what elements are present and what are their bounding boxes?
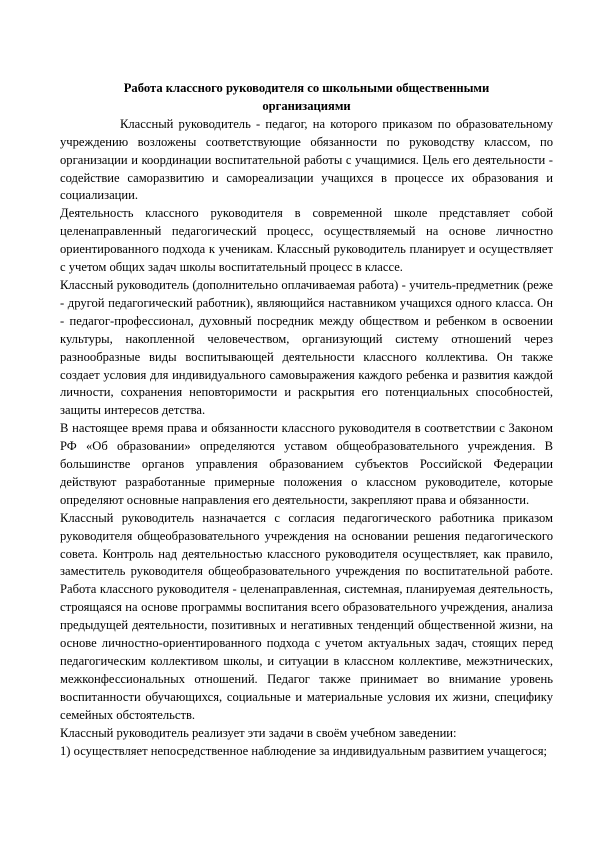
paragraph-1: Классный руководитель - педагог, на которого приказом по образовательному учреждению возложены соответствующие обязанности по руководству классом, по организации и координации воспитательной работы с учащимися. Цель его деятельности - содействие саморазвитию и самореализации учащихся в процессе их образования и социализации. bbox=[60, 116, 553, 203]
document-page bbox=[60, 80, 553, 760]
paragraph-3: Классный руководитель (дополнительно оплачиваемая работа) - учитель-предметник (реже - другой педагогический работник), являющийся наставником учащихся одного класса. Он - педагог-профессионал, духовный посредник между обществом и ребенком в освоении культуры, накопленной человечеством, организующий систему отношений через разнообразные виды воспитывающей деятельности классного коллектива. Он также создает условия для индивидуального самовыражения каждого ребенка и развития каждой личности, сохранения неповторимости и раскрытия его потенциальных способностей, защиты интересов детства. bbox=[60, 277, 553, 418]
document-title: Работа классного руководителя со школьными общественными организациями bbox=[123, 81, 490, 113]
paragraph-7: 1) осуществляет непосредственное наблюдение за индивидуальным развитием учащегося; bbox=[60, 743, 548, 758]
paragraph-6: Классный руководитель реализует эти задачи в своём учебном заведении: bbox=[60, 725, 457, 740]
paragraph-4: В настоящее время права и обязанности классного руководителя в соответствии с Законом РФ «Об образовании» определяются уставом общеобразовательного учреждения. В большинстве органов управления образованием субъектов Российской Федерации действуют разработанные примерные положения о классном руководителе, которые определяют основные направления его деятельности, закрепляют права и обязанности. bbox=[60, 421, 553, 507]
paragraph-5: Классный руководитель назначается с согласия педагогического работника приказом руководителя общеобразовательного учреждения на основании решения педагогического совета. Контроль над деятельностью классного руководителя осуществляет, как правило, заместитель руководителя общеобразовательного учреждения по воспитательной работе. Работа классного руководителя - целенаправленная, системная, планируемая деятельность, строящаяся на основе программы воспитания всего образовательного учреждения, анализа предыдущей деятельности, позитивных и негативных тенденций общественной жизни, на основе личностно-ориентированного подхода с учетом актуальных задач, стоящих перед педагогическим коллективом школы, и ситуации в классном коллективе, межэтнических, межконфессиональных отношений. Педагог также принимает во внимание уровень воспитанности обучающихся, социальные и материальные условия их жизни, специфику семейных обстоятельств. bbox=[60, 510, 553, 722]
paragraph-2: Деятельность классного руководителя в современной школе представляет собой целенаправленный педагогический процесс, осуществляемый на основе личностно ориентированного подхода к ученикам. Классный руководитель планирует и осуществляет с учетом общих задач школы воспитательный процесс в классе. bbox=[60, 206, 553, 275]
